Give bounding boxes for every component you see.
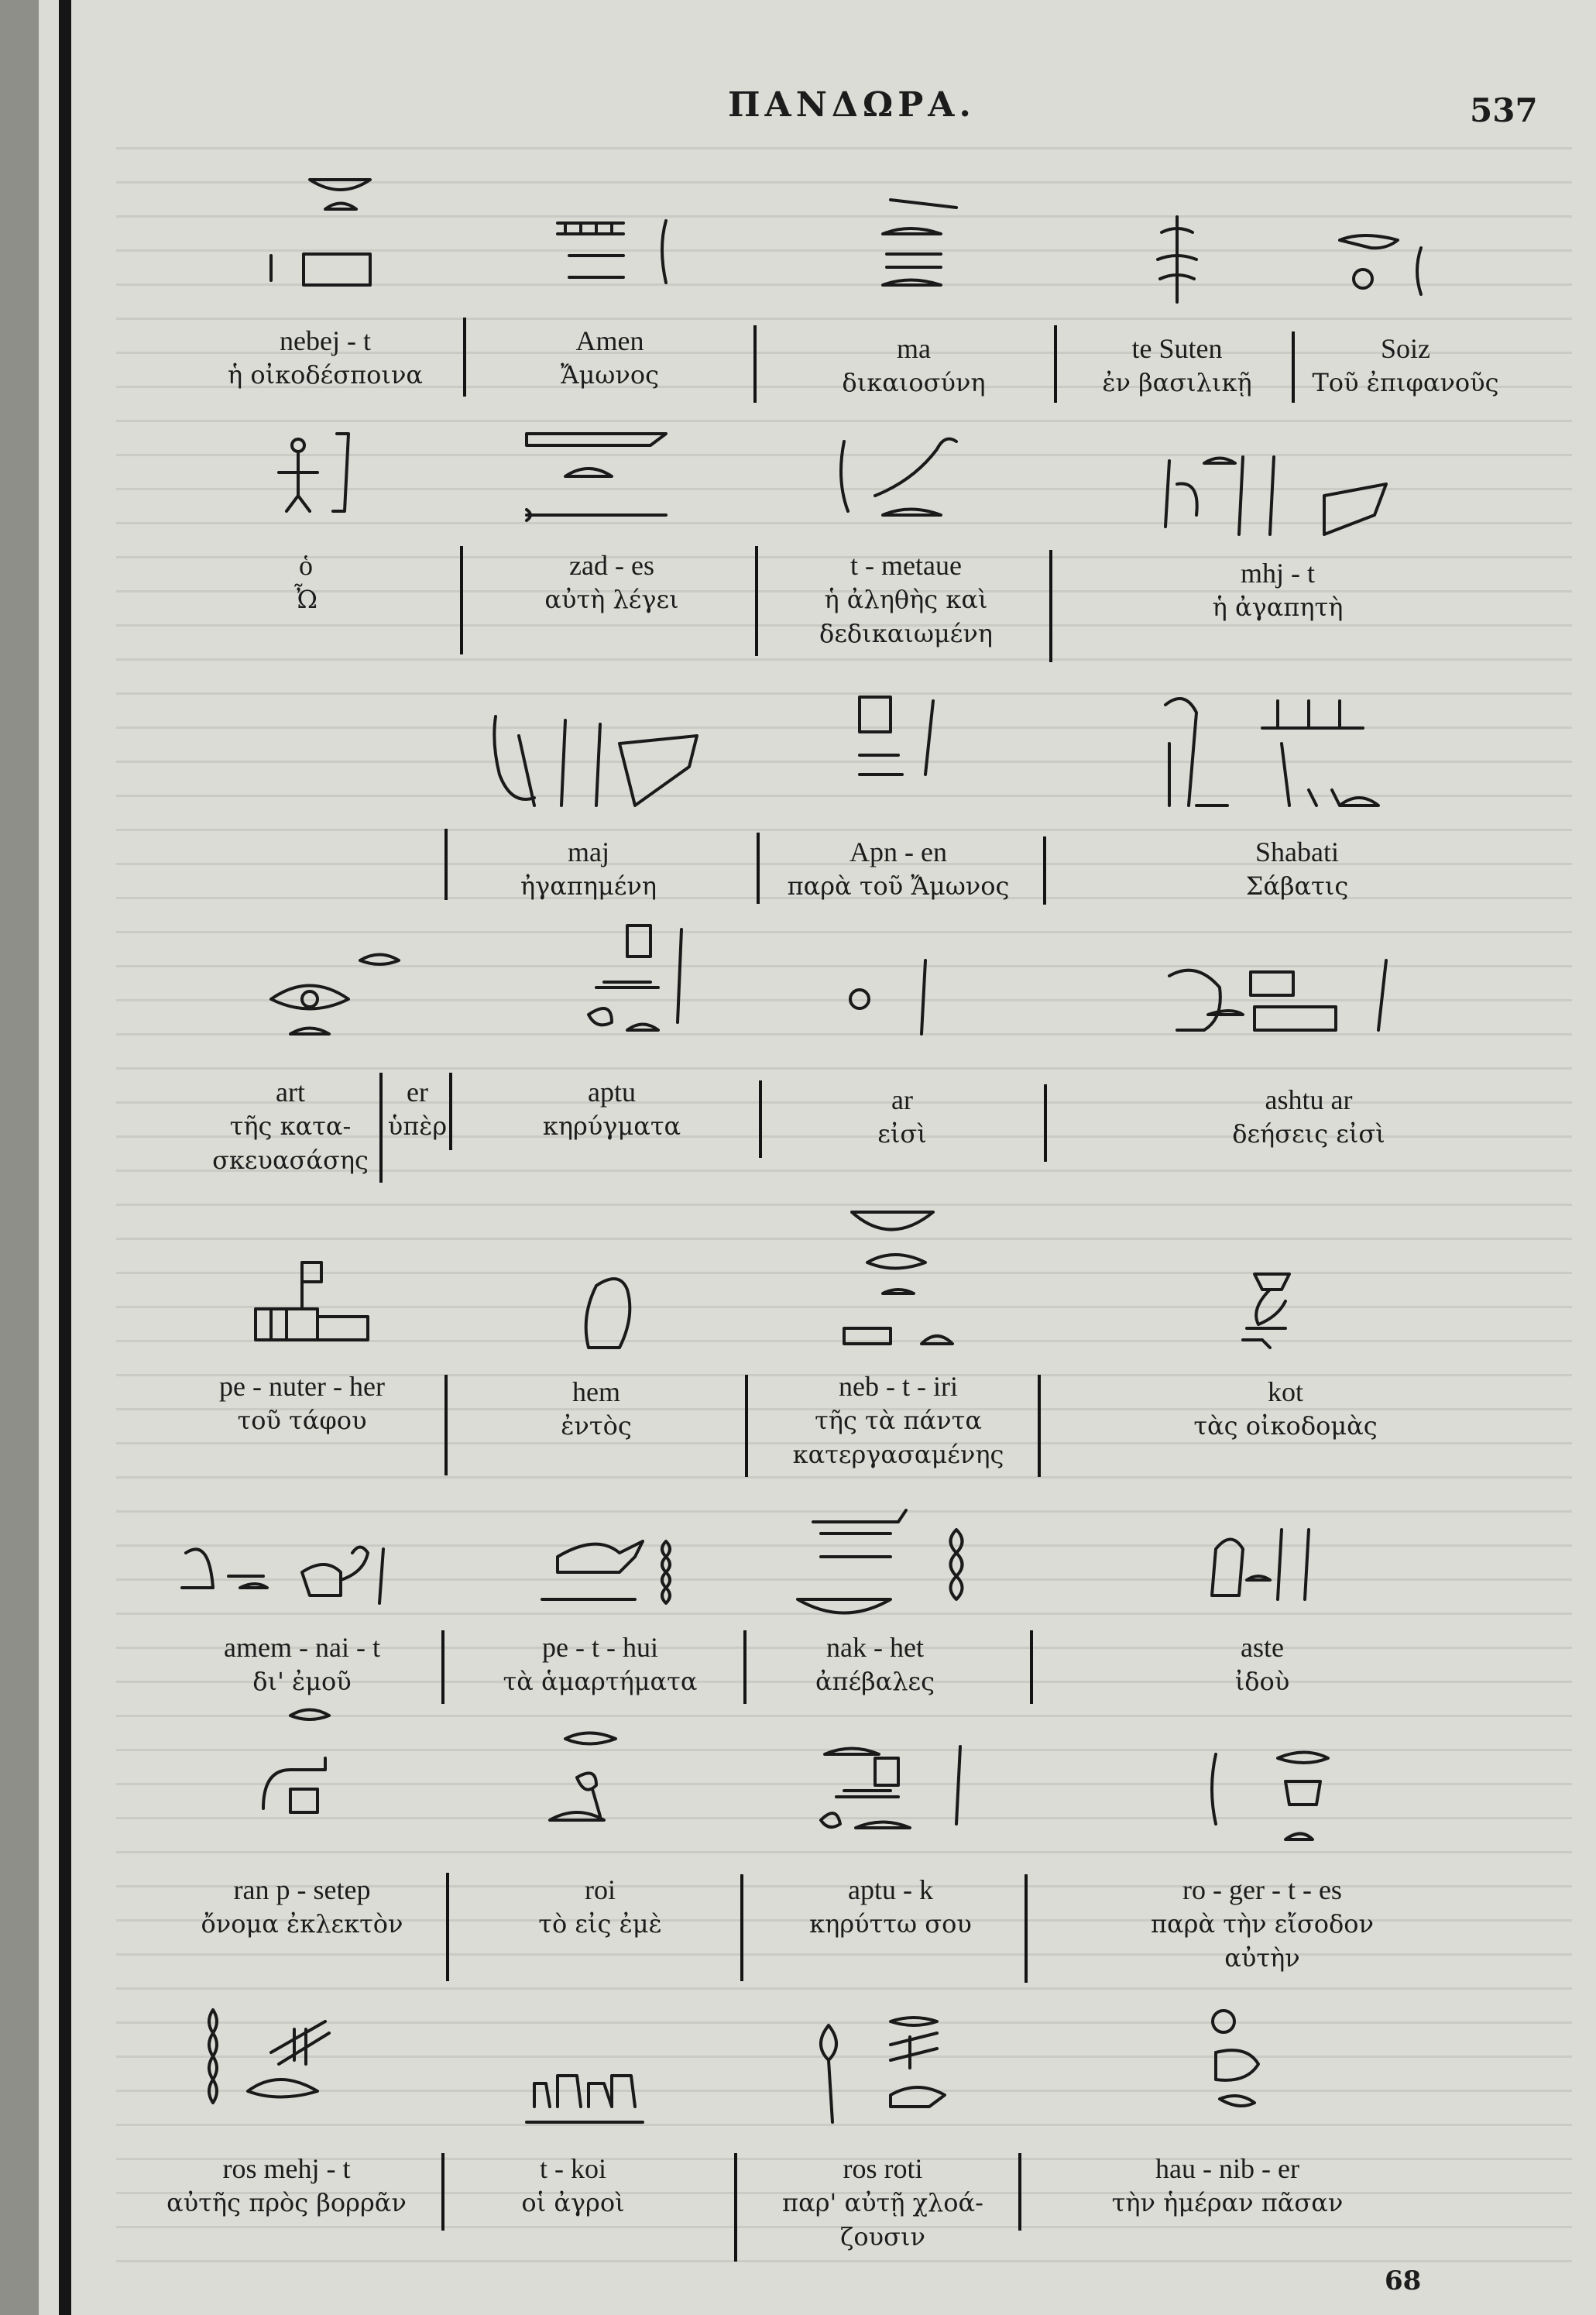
entry-penuterher: pe - nuter - her τοῦ τάφου <box>219 1371 385 1435</box>
hieroglyph-mhjt <box>1165 457 1386 534</box>
entry-o: ὁ Ὦ <box>294 550 317 614</box>
hieroglyph-ma <box>883 200 956 285</box>
column-rule <box>743 1630 747 1704</box>
entry-rosmehjt: ros mehj - t αὐτῆς πρὸς βορρᾶν <box>166 2153 407 2217</box>
hieroglyph-tkoi <box>527 2076 643 2122</box>
column-rule <box>1038 1375 1041 1477</box>
entry-shabati: Shabati Σάβατις <box>1245 836 1349 901</box>
hieroglyph-ar <box>850 960 925 1034</box>
entry-soiz: Soiz Τοῦ ἐπιφανοῦς <box>1312 333 1499 397</box>
page-number: 537 <box>1470 91 1538 129</box>
hieroglyph-ashtu <box>1169 960 1386 1030</box>
column-rule <box>759 1080 762 1158</box>
hieroglyph-er <box>360 955 399 965</box>
column-rule <box>1049 550 1052 662</box>
hieroglyph-haunib <box>1213 2011 1258 2106</box>
hieroglyph-pethui <box>542 1541 670 1603</box>
entry-nakhet: nak - het ἀπέβαλες <box>815 1632 935 1696</box>
entry-ma: ma δικαιοσύνη <box>842 333 986 397</box>
hieroglyph-aptuk <box>821 1747 960 1828</box>
column-rule <box>1018 2153 1021 2231</box>
column-rule <box>446 1873 449 1981</box>
hieroglyph-aste <box>1212 1530 1309 1599</box>
column-rule <box>1030 1630 1033 1704</box>
entry-tesuten: te Suten ἐν βασιλικῇ <box>1102 333 1252 397</box>
hieroglyph-aptu <box>589 926 681 1030</box>
column-rule <box>734 2153 737 2262</box>
entry-aptuk: aptu - k κηρύττω σου <box>809 1874 972 1939</box>
entry-ranpsetep: ran p - setep ὄνομα ἐκλεκτὸν <box>201 1874 403 1939</box>
entry-maj: maj ἠγαπημένη <box>520 836 657 901</box>
entry-nebtiri: neb - t - iri τῆς τὰ πάντα κατεργασαμένης <box>792 1371 1004 1469</box>
hieroglyph-rosroti <box>821 2018 945 2122</box>
hieroglyph-nebejt <box>271 180 370 285</box>
hieroglyph-zades <box>527 434 666 520</box>
entry-aste: aste ἰδοὺ <box>1234 1632 1290 1696</box>
entry-ar: ar εἰσὶ <box>877 1084 927 1149</box>
entry-kot: kot τὰς οἰκοδομὰς <box>1193 1376 1378 1441</box>
hieroglyph-rosmehjt <box>209 2010 329 2103</box>
entry-hem: hem ἐντὸς <box>561 1376 632 1441</box>
hieroglyph-hem <box>586 1279 630 1348</box>
column-rule <box>444 1375 448 1475</box>
hieroglyph-shabati <box>1165 699 1378 805</box>
column-rule <box>1044 1084 1047 1162</box>
column-rule <box>449 1073 452 1150</box>
column-rule <box>444 829 448 900</box>
entry-aptu: aptu κηρύγματα <box>542 1077 681 1141</box>
column-rule <box>1043 836 1046 905</box>
hieroglyph-amen <box>558 221 666 283</box>
entry-ashtuar: ashtu ar δεήσεις εἰσὶ <box>1232 1084 1385 1149</box>
hieroglyph-tesuten <box>1158 217 1196 302</box>
column-rule <box>757 833 760 904</box>
column-rule <box>441 2153 444 2231</box>
entry-amemnait: amem - nai - t δι' ἐμοῦ <box>224 1632 380 1696</box>
entry-roi: roi τὸ εἰς ἐμὲ <box>538 1874 662 1939</box>
entry-nebejt: nebej - t ἡ οἰκοδέσποινα <box>227 325 423 390</box>
page-title: ΠΑΝΔΩΡΑ. <box>728 85 976 125</box>
entry-pethui: pe - t - hui τὰ ἁμαρτήματα <box>503 1632 698 1696</box>
hieroglyph-rogertes <box>1212 1753 1328 1840</box>
hieroglyph-apnen <box>860 697 933 775</box>
hieroglyph-soiz <box>1340 235 1421 294</box>
column-rule <box>463 318 466 397</box>
entry-rogertes: ro - ger - t - es παρὰ τὴν εἴσοδον αὐτὴν <box>1151 1874 1374 1973</box>
hieroglyph-o <box>279 434 348 511</box>
entry-haunib: hau - nib - er τὴν ἡμέραν πᾶσαν <box>1111 2153 1344 2217</box>
hieroglyph-nakhet <box>798 1510 963 1613</box>
signature-mark: 68 <box>1385 2265 1422 2296</box>
entry-tmetaue: t - metaue ἡ ἀληθὴς καὶ δεδικαιωμένη <box>819 550 993 648</box>
column-rule <box>1054 325 1057 403</box>
hieroglyph-ranpsetep <box>263 1710 329 1813</box>
column-rule <box>1292 331 1295 403</box>
hieroglyph-penuterher <box>256 1262 368 1340</box>
hieroglyph-tmetaue <box>841 439 956 515</box>
entry-art: art τῆς κατα- σκευασάσης <box>212 1077 369 1175</box>
entry-zades: zad - es αὐτὴ λέγει <box>544 550 679 614</box>
entry-mhjt: mhj - t ἡ ἀγαπητὴ <box>1212 558 1344 622</box>
entry-apnen: Apn - en παρὰ τοῦ Ἄμωνος <box>787 836 1010 901</box>
column-rule <box>460 546 463 654</box>
entry-er: er ὑπὲρ <box>387 1077 448 1141</box>
column-rule <box>755 546 758 656</box>
column-rule <box>753 325 757 403</box>
column-rule <box>1025 1874 1028 1983</box>
entry-rosroti: ros roti παρ' αὐτῇ χλοά- ζουσιν <box>782 2153 983 2251</box>
hieroglyph-roi <box>550 1733 616 1821</box>
column-rule <box>441 1630 444 1704</box>
column-rule <box>740 1874 743 1981</box>
entry-tkoi: t - koi οἱ ἀγροὶ <box>521 2153 625 2217</box>
hieroglyph-kot <box>1243 1274 1289 1348</box>
hieroglyph-amemnait <box>182 1547 383 1604</box>
column-rule <box>745 1375 748 1477</box>
hieroglyph-maj <box>494 716 697 805</box>
entry-amen: Amen Ἄμωνος <box>560 325 659 390</box>
hieroglyph-art <box>271 986 348 1035</box>
hieroglyph-nebtiri <box>844 1212 952 1344</box>
